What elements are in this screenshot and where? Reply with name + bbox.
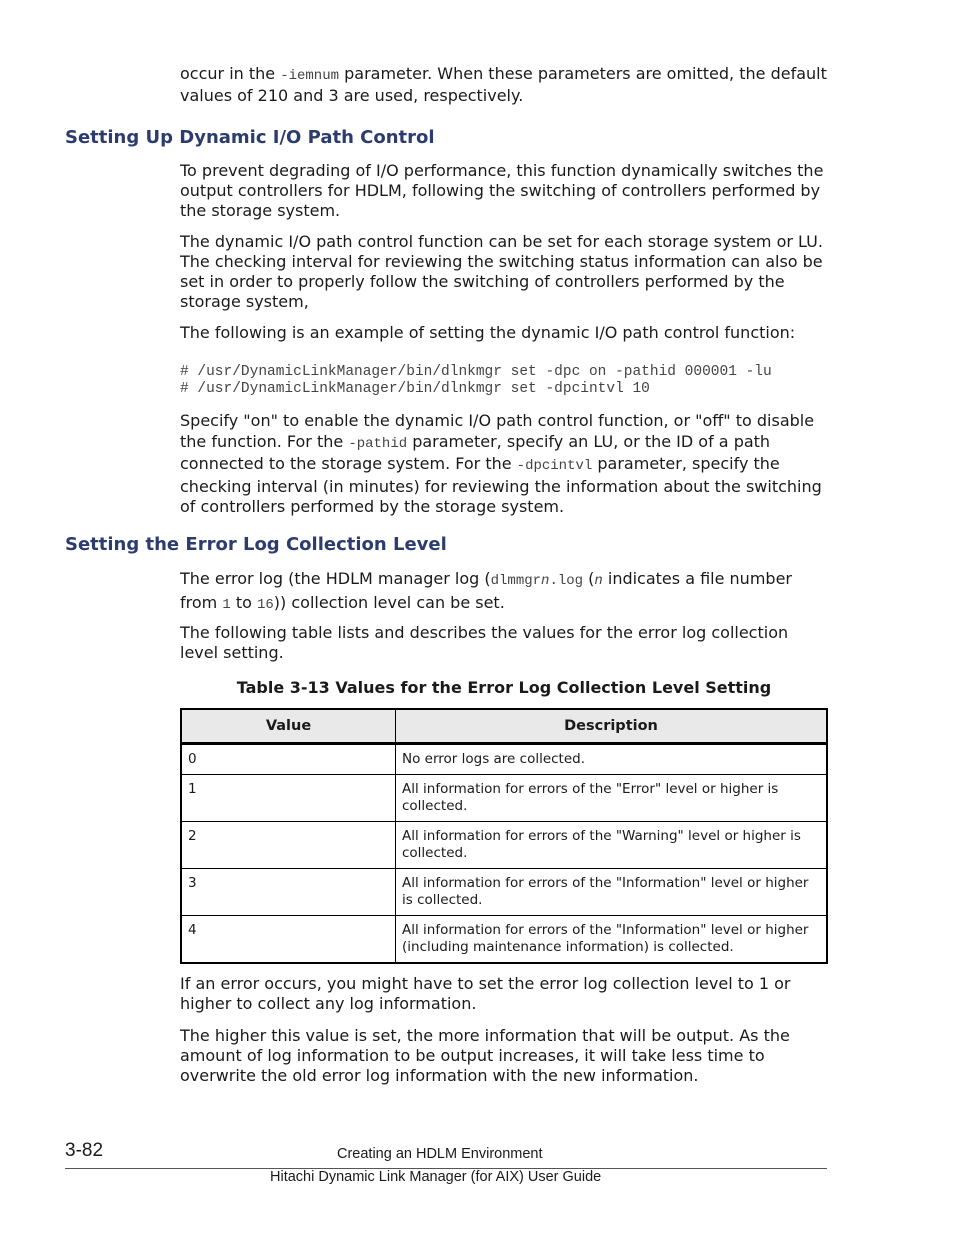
p1-text-a: The error log (the HDLM manager log ( (180, 569, 491, 588)
p1-text-d: to (230, 593, 257, 612)
dpcintvl-param: -dpcintvl (516, 458, 593, 474)
section2-paragraph-2: The following table lists and describes the values for the error log collection level setting. (180, 623, 789, 662)
cell-value: 3 (181, 869, 396, 916)
p1-text-e: )) collection level can be set. (273, 593, 505, 612)
iemnum-param: -iemnum (280, 68, 340, 84)
pathid-param: -pathid (348, 435, 408, 452)
intro-paragraph (180, 64, 828, 106)
intro-text-a: occur in the (180, 64, 281, 83)
column-header-description: Description (396, 709, 828, 744)
section2-paragraph-4: The higher this value is set, the more information that will be output. As the amount of log information to be output increases, it will take less time to overwrite the old error log information with the new information. (180, 1026, 790, 1085)
table-row (181, 744, 827, 775)
section-heading-error-log: Setting the Error Log Collection Level (65, 534, 447, 555)
table-row (181, 822, 827, 869)
file-number-min: 1 (222, 597, 231, 613)
footer-guide-title: Hitachi Dynamic Link Manager (for AIX) User Guide (270, 1169, 602, 1185)
n-variable: n (594, 573, 603, 589)
p4-text-b: parameter, specify an LU, or the ID of a path connected to the storage system. For the (180, 431, 771, 473)
error-log-level-table (180, 708, 828, 964)
section1-paragraph-4 (180, 411, 828, 518)
section1-paragraph-1: To prevent degrading of I/O performance, this function dynamically switches the output controllers for HDLM, following the switching of controllers performed by the storage system. (180, 161, 824, 220)
page-number: 3-82 (65, 1140, 104, 1161)
p1-text-b: ( (583, 569, 595, 588)
cell-value: 4 (181, 916, 396, 964)
table-row (181, 916, 827, 964)
log-filename-prefix: dlmmgr (490, 573, 542, 589)
cell-description: All information for errors of the "Information" level or higher (including maintenance information) is collected. (396, 916, 828, 964)
section2-paragraph-3: If an error occurs, you might have to set the error log collection level to 1 or higher to collect any log information. (180, 974, 791, 1013)
code-line-2: # /usr/DynamicLinkManager/bin/dlnkmgr set -dpcintvl 10 (180, 381, 650, 397)
cell-description: All information for errors of the "Error" level or higher is collected. (396, 775, 828, 822)
cell-value: 0 (181, 744, 396, 775)
section1-paragraph-3: The following is an example of setting the dynamic I/O path control function: (180, 323, 796, 342)
log-filename-ext: .log (549, 573, 584, 589)
cell-description: All information for errors of the "Information" level or higher is collected. (396, 869, 828, 916)
column-header-value: Value (181, 709, 396, 744)
table-row (181, 775, 827, 822)
section2-paragraph-1 (180, 568, 828, 616)
p4-text-a: Specify "on" to enable the dynamic I/O path control function, or "off" to disable the function. For the (180, 411, 815, 451)
cell-value: 1 (181, 775, 396, 822)
cell-value: 2 (181, 822, 396, 869)
section-heading-dynamic-io: Setting Up Dynamic I/O Path Control (65, 127, 435, 148)
cell-description: No error logs are collected. (396, 744, 828, 775)
file-number-max: 16 (256, 597, 274, 613)
p4-text-c: parameter, specify the checking interval (in minutes) for reviewing the information about the switching of controllers performed by the storage system. (180, 454, 822, 516)
section1-paragraph-2: The dynamic I/O path control function can be set for each storage system or LU. The checking interval for reviewing the switching status information can also be set in order to properly follow the switching of controllers performed by the storage system, (180, 232, 823, 311)
table-row (181, 869, 827, 916)
p1-text-c: indicates a file number from (180, 569, 792, 612)
code-line-1: # /usr/DynamicLinkManager/bin/dlnkmgr set -dpc on -pathid 000001 -lu (180, 364, 772, 380)
cell-description: All information for errors of the "Warning" level or higher is collected. (396, 822, 828, 869)
log-filename-n: n (541, 573, 550, 589)
table-caption: Table 3-13 Values for the Error Log Collection Level Setting (236, 678, 772, 697)
footer-chapter: Creating an HDLM Environment (337, 1146, 543, 1162)
intro-text-b: parameter. When these parameters are omitted, the default values of 210 and 3 are used, respectively. (180, 64, 827, 105)
table-header-row (181, 709, 827, 744)
